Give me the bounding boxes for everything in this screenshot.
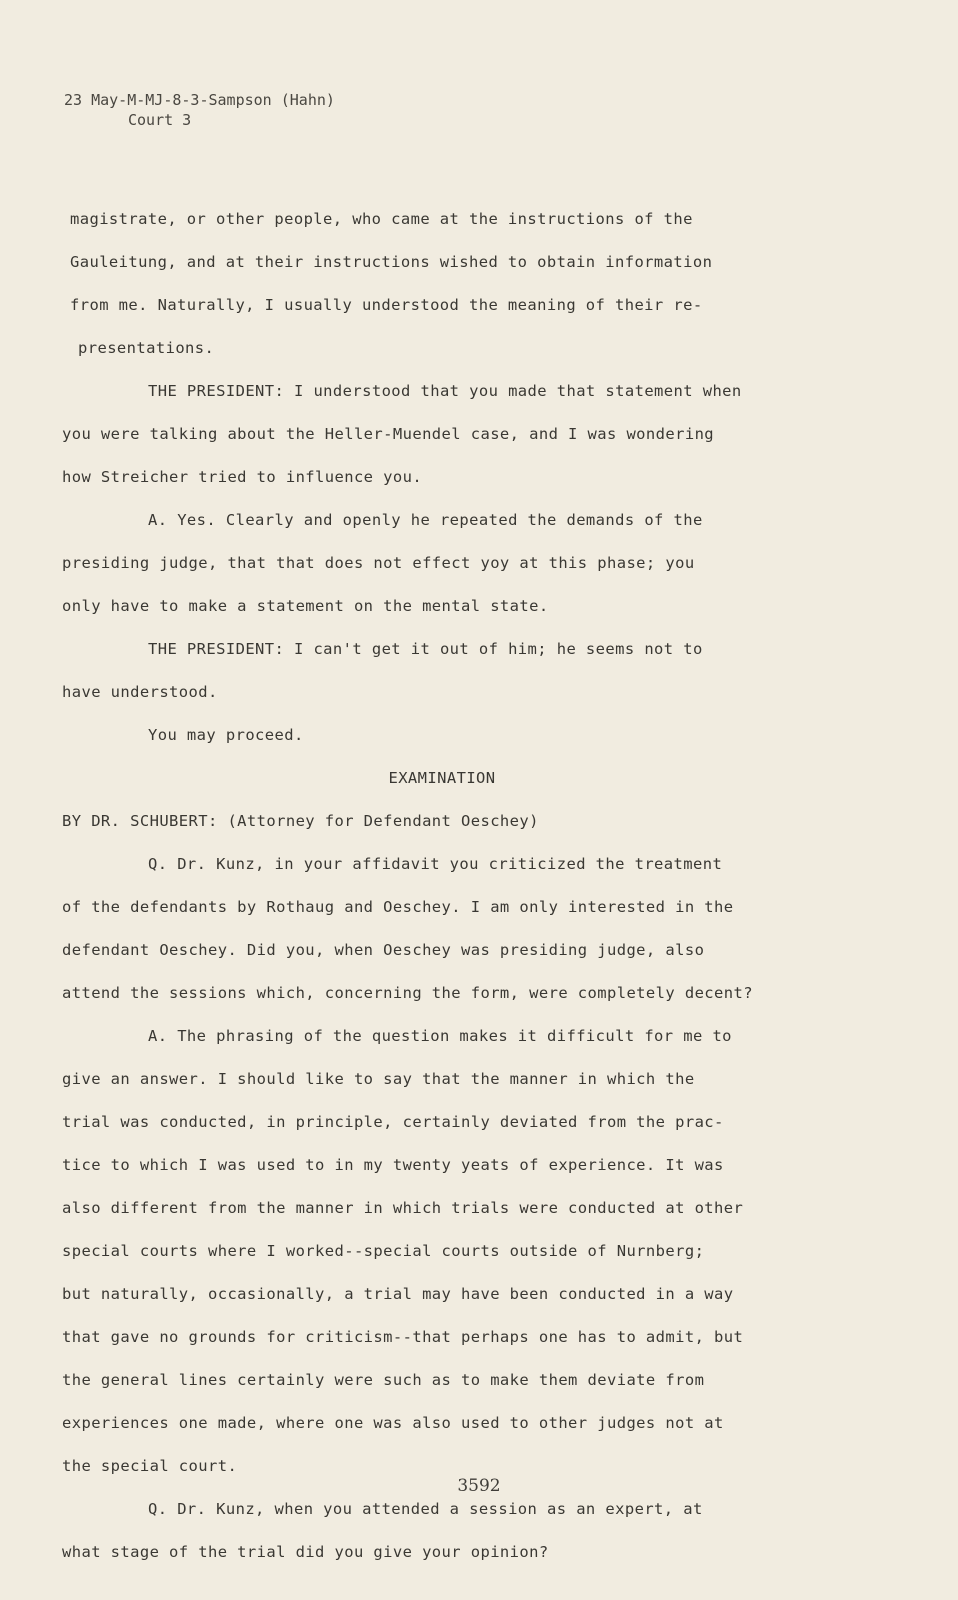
- text-line: presentations.: [78, 339, 215, 357]
- text-line: the special court.: [62, 1457, 238, 1475]
- text-line: you were talking about the Heller-Muendel case, and I was wondering: [62, 425, 715, 443]
- text-line: but naturally, occasionally, a trial may have been conducted in a way: [62, 1285, 734, 1303]
- text-line: defendant Oeschey. Did you, when Oeschey was presiding judge, also: [62, 941, 705, 959]
- text-line: Q. Dr. Kunz, when you attended a session as an expert, at: [148, 1500, 703, 1518]
- page-number: 3592: [457, 1476, 501, 1496]
- text-line: special courts where I worked--special courts outside of Nurnberg;: [62, 1242, 705, 1260]
- text-line: tice to which I was used to in my twenty yeats of experience. It was: [62, 1156, 724, 1174]
- header-reference: 23 May-M-MJ-8-3-Sampson (Hahn): [64, 91, 335, 109]
- text-line: also different from the manner in which trials were conducted at other: [62, 1199, 744, 1217]
- text-line: attend the sessions which, concerning the form, were completely decent?: [62, 984, 753, 1002]
- text-line: from me. Naturally, I usually understood the meaning of their re-: [70, 296, 703, 314]
- section-heading: EXAMINATION: [388, 769, 496, 787]
- text-line: the general lines certainly were such as to make them deviate from: [62, 1371, 705, 1389]
- text-line: You may proceed.: [148, 726, 304, 744]
- text-line: how Streicher tried to influence you.: [62, 468, 423, 486]
- text-line: give an answer. I should like to say that the manner in which the: [62, 1070, 695, 1088]
- header-court: Court 3: [128, 111, 192, 129]
- text-line: trial was conducted, in principle, certainly deviated from the prac-: [62, 1113, 724, 1131]
- text-line: BY DR. SCHUBERT: (Attorney for Defendant Oeschey): [62, 812, 539, 830]
- page-header: [64, 90, 335, 130]
- text-line: experiences one made, where one was also used to other judges not at: [62, 1414, 724, 1432]
- text-line: Q. Dr. Kunz, in your affidavit you criticized the treatment: [148, 855, 723, 873]
- text-line: that gave no grounds for criticism--that perhaps one has to admit, but: [62, 1328, 744, 1346]
- text-line: Gauleitung, and at their instructions wished to obtain information: [70, 253, 713, 271]
- text-line: of the defendants by Rothaug and Oeschey. I am only interested in the: [62, 898, 734, 916]
- text-line: magistrate, or other people, who came at the instructions of the: [70, 210, 693, 228]
- text-line: presiding judge, that that does not effect yoy at this phase; you: [62, 554, 695, 572]
- text-line: A. Yes. Clearly and openly he repeated the demands of the: [148, 511, 703, 529]
- text-line: THE PRESIDENT: I can't get it out of him; he seems not to: [148, 640, 703, 658]
- transcript-body: [62, 198, 802, 1574]
- text-line: what stage of the trial did you give your opinion?: [62, 1543, 549, 1561]
- text-line: only have to make a statement on the mental state.: [62, 597, 549, 615]
- text-line: have understood.: [62, 683, 218, 701]
- text-line: THE PRESIDENT: I understood that you made that statement when: [148, 382, 742, 400]
- text-line: A. The phrasing of the question makes it difficult for me to: [148, 1027, 732, 1045]
